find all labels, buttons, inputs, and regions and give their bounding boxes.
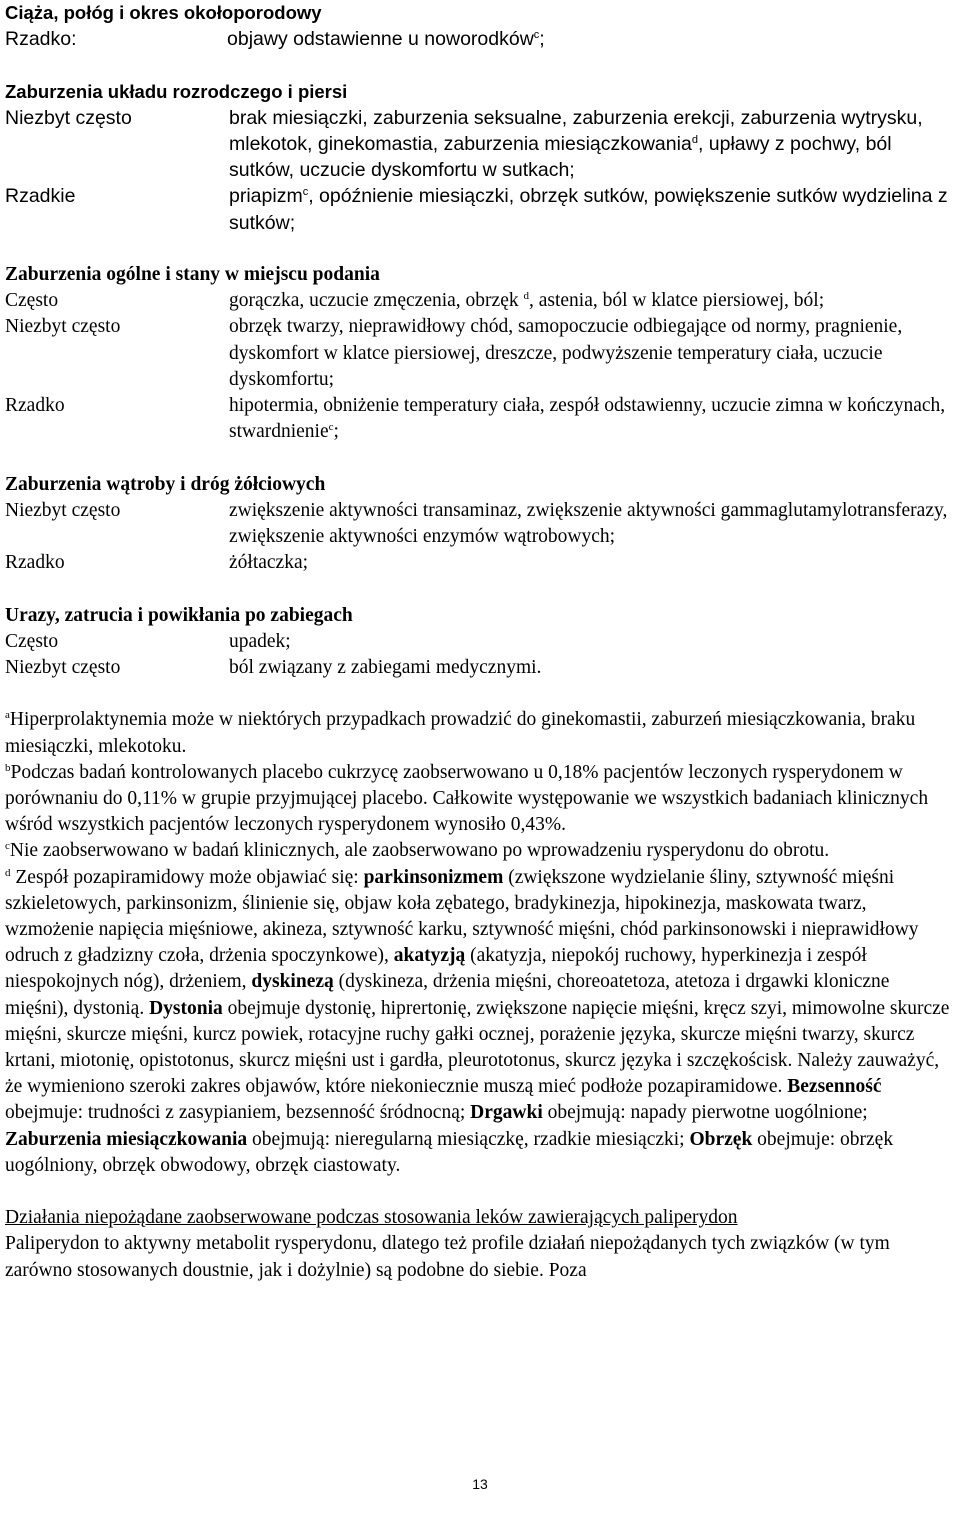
section-title: Zaburzenia układu rozrodczego i piersi [5,80,348,102]
adverse-row [5,550,955,576]
section-title: Zaburzenia ogólne i stany w miejscu podania [5,264,380,285]
reaction-text: brak miesiączki, zaburzenia seksualne, zaburzenia erekcji, zaburzenia wytrysku, mlekotok, ginekomastia, zaburzenia miesiączkowania$^d$, upławy z pochwy, ból sutków, uczucie dyskomfortu w sutkach; [229,106,923,182]
adverse-row [5,183,955,235]
frequency-label: Niezbyt często [5,657,121,679]
adverse-row [5,288,955,314]
section-title: Ciąża, połóg i okres okołoporodowy [5,2,322,23]
adverse-row [5,629,955,655]
document-page [5,0,955,1284]
footnote-d: $^d$ Zespół pozapiramidowy może objawiać się: parkinsonizmem (zwiększone wydzielanie śliny, sztywność mięśni szkieletowych, parkinsonizm, ślinienie się, objaw koła zębatego, bradykinezja, hipokinezja, maskowata twarz, wzmożenie napięcia mięśniowe, akineza, sztywność karku, sztywność mięśni, chód parkinsonowski i nieprawidłowy odruch z gładzizny czoła, drżenia spoczynkowe), akatyzją (akatyzja, niepokój ruchowy, hyperkinezja i zespół niespokojnych nóg), drżeniem, dyskinezą (dyskineza, drżenia mięśni, choreoatetoza, atetoza i drgawki kloniczne mięśni), dystonią. Dystonia obejmuje dystonię, hiprertonię, zwiększone napięcie mięśni, kręcz szyi, mimowolne skurcze mięśni, skurcze mięśni, kurcz powiek, rotacyjne ruchy gałki ocznej, porażenie języka, skurcze mięśni twarzy, skurcz krtani, miotonię, opistotonus, skurcz mięśni ust i gardła, pleurototonus, skurcz języka i szczękościsk. Należy zauważyć, że wymieniono szeroki zakres objawów, które niekoniecznie muszą mieć podłoże pozapiramidowe. Bezsenność obejmuje: trudności z zasypianiem, bezsenność śródnocną; Drgawki obejmują: napady pierwotne uogólnione; Zaburzenia miesiączkowania obejmują: nieregularną miesiączkę, rzadkie miesiączki; Obrzęk obejmuje: obrzęk uogólniony, obrzęk obwodowy, obrzęk ciastowaty. [5,866,950,1176]
section-pregnancy [5,0,955,52]
frequency-label: Niezbyt często [5,499,121,521]
section-injuries [5,603,955,682]
frequency-label: Niezbyt często [5,316,121,338]
adverse-row [5,105,955,184]
reaction-text: priapizm$^c$, opóźnienie miesiączki, obrzęk sutków, powiększenie sutków wydzielina z sutków; [229,185,948,234]
footnote-b: $^b$Podczas badań kontrolowanych placebo cukrzycę zaobserwowano u 0,18% pacjentów leczonych rysperydonem w porównaniu do 0,11% w grupie przyjmującej placebo. Całkowite występowanie we wszystkich badaniach klinicznych wśród wszystkich pacjentów leczonych rysperydonem wynosiło 0,43%. [5,761,929,836]
paliperidone-text: Paliperydon to aktywny metabolit rysperydonu, dlatego też profile działań niepożądanych tych związków (w tym zarówno stosowanych doustnie, jak i dożylnie) są podobne do siebie. Poza [5,1233,890,1281]
adverse-row [5,393,955,445]
section-hepatobiliary [5,472,955,577]
page-number: 13 [472,1476,488,1492]
section-title: Zaburzenia wątroby i dróg żółciowych [5,473,326,495]
reaction-text: objawy odstawienne u noworodków$^c$; [227,28,545,51]
reaction-text: hipotermia, obniżenie temperatury ciała, zespół odstawienny, uczucie zimna w kończynach, stwardnienie$^c$; [229,395,946,443]
paliperidone-section [5,1205,955,1284]
reaction-text: obrzęk twarzy, nieprawidłowy chód, samopoczucie odbiegające od normy, pragnienie, dyskomfort w klatce piersiowej, dreszcze, podwyższenie temperatury ciała, uczucie dyskomfortu; [229,316,903,390]
frequency-label: Często [5,290,59,312]
frequency-label: Rzadko [5,395,65,417]
paliperidone-heading: Działania niepożądane zaobserwowane podczas stosowania leków zawierających paliperydon [5,1207,738,1229]
reaction-text: ból związany z zabiegami medycznymi. [229,657,542,679]
adverse-row [5,314,955,393]
adverse-row [5,655,955,681]
frequency-label: Rzadkie [5,185,76,208]
section-title: Urazy, zatrucia i powikłania po zabiegach [5,604,353,626]
frequency-label: Niezbyt często [5,106,132,129]
reaction-text: żółtaczka; [229,552,309,574]
adverse-row [5,498,955,550]
footnote-c: $^c$Nie zaobserwowano w badań klinicznych, ale zaobserwowano po wprowadzeniu rysperydonu do obrotu. [5,840,830,862]
frequency-label: Rzadko [5,552,65,574]
footnotes [5,707,955,1179]
reaction-text: gorączka, uczucie zmęczenia, obrzęk $^d$, astenia, ból w klatce piersiowej, ból; [229,290,825,312]
reaction-text: zwiększenie aktywności transaminaz, zwiększenie aktywności gammaglutamylotransferazy, zwiększenie aktywności enzymów wątrobowych; [229,499,948,548]
frequency-label: Rzadko: [5,28,77,51]
section-reproductive [5,79,955,236]
adverse-row [5,26,955,52]
reaction-text: upadek; [229,630,291,652]
frequency-label: Często [5,630,59,652]
footnote-a: $^a$Hiperprolaktynemia może w niektórych przypadkach prowadzić do ginekomastii, zaburzeń miesiączkowania, braku miesiączki, mlekotoku. [5,709,916,757]
section-general [5,262,955,445]
